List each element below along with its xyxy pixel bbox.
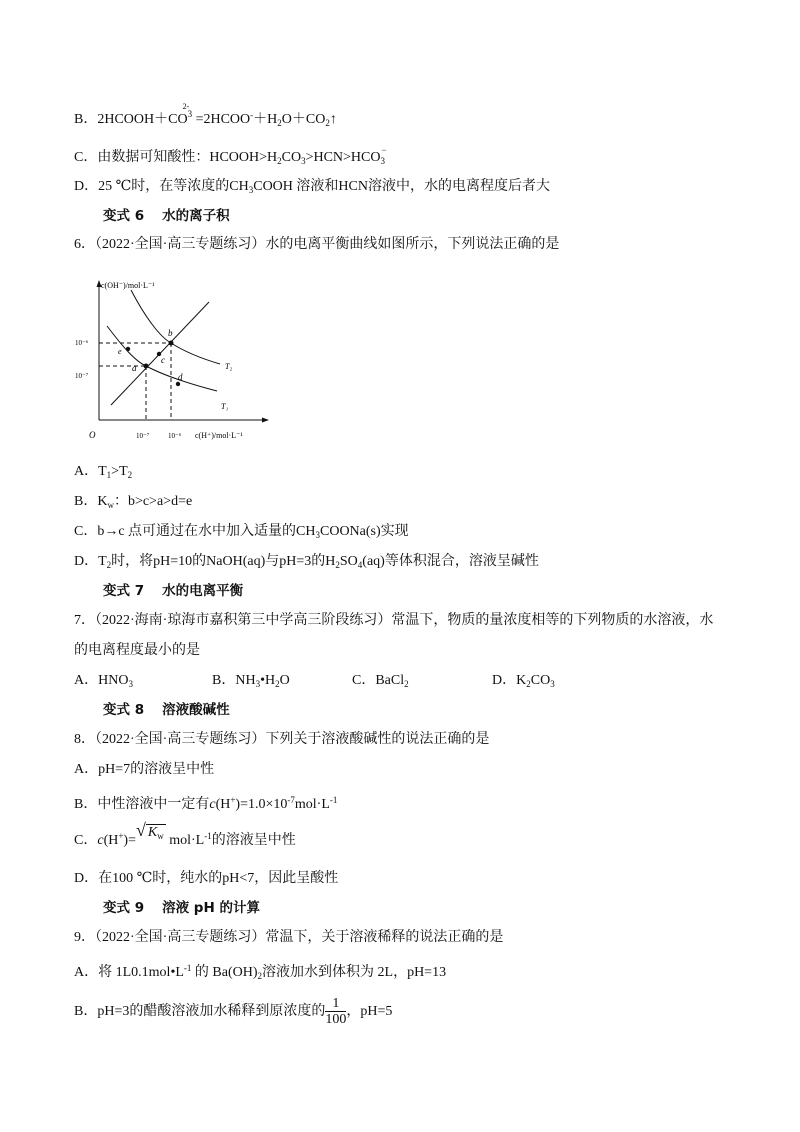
ionization-graph — [75, 272, 285, 442]
q7-option-c: C．BaCl$_2$ — [352, 673, 409, 689]
y-axis-label: c(OH⁻)/mol·L⁻¹ — [101, 281, 155, 290]
fraction-one-hundredth: $\frac{1}{100}$ — [325, 996, 347, 1028]
section-heading-v9: 变式 9 溶液 pH 的计算 — [103, 900, 260, 916]
q8-option-c: C．c(H+)=√ $K_w$ $mol\cdot L^{-1}$的溶液呈中性 — [74, 820, 296, 848]
q6-stem: 6．（2022·全国·高三专题练习）水的电离平衡曲线如图所示，下列说法正确的是 — [74, 237, 560, 252]
q6-option-d: D．$T_2$时，将pH=10的NaOH(aq)与pH=3的$H_2SO_4(aq)$等体积混合，溶液呈碱性 — [74, 554, 539, 570]
section-heading-v8: 变式 8 溶液酸碱性 — [103, 702, 230, 718]
q7-stem-line2: 的电离程度最小的是 — [74, 643, 200, 658]
q5-option-c: C．由数据可知酸性：$HCOOH>H_2CO_3>HCN>HCO$ − $_3$ — [74, 145, 387, 166]
section-heading-v7: 变式 7 水的电离平衡 — [103, 583, 244, 599]
origin-label: O — [89, 430, 96, 440]
q8-option-a: A．pH=7的溶液呈中性 — [74, 762, 215, 777]
q6-option-c: C．b→c 点可通过在水中加入适量的$CH_3COONa(s)$实现 — [74, 524, 409, 540]
curve-t1-label: T₁ — [221, 402, 229, 411]
q9-option-a: A．将 $1L0.1mol•L^{-1}$ 的 $Ba(OH)_2$溶液加水到体积为 2L，pH=13 — [74, 963, 447, 981]
x-tick-right: 10⁻⁶ — [168, 432, 182, 440]
q5-option-d: D．25 ℃时，在等浓度的$CH_3COOH$ 溶液和HCN溶液中，水的电离程度后者大 — [74, 179, 550, 195]
y-tick-upper: 10⁻⁶ — [75, 339, 89, 347]
q9-option-b: B．pH=3的醋酸溶液加水稀释到原浓度的 $\frac{1}{100}$ ，pH=5 — [74, 996, 393, 1028]
q5-option-b: B．2HCOOH＋CO 2- $^3 =2HCOO^-+H_2O+CO_2↑$ — [74, 102, 337, 128]
q6-option-b: B．$K_w$：b>c>a>d=e — [74, 494, 193, 510]
q6-option-a: A．$T_1>T_2$ — [74, 464, 133, 480]
q7-option-a: A．$HNO_3$ — [74, 673, 133, 689]
section-heading-v6: 变式 6 水的离子积 — [103, 208, 230, 224]
q7-option-b: B．$NH_3•H_2O$ — [212, 673, 290, 689]
curve-t2-label: T₂ — [225, 362, 233, 371]
x-axis-label: c(H⁺)/mol·L⁻¹ — [195, 431, 243, 440]
q7-stem-line1: 7．（2022·海南·琼海市嘉积第三中学高三阶段练习）常温下，物质的量浓度相等的下列物质的水溶液，水 — [74, 613, 714, 628]
x-tick-left: 10⁻⁷ — [136, 432, 150, 440]
point-e-label: e — [118, 347, 122, 356]
q8-option-b: B．中性溶液中一定有$c(H^+)=1.0\times 10^{-7}mol\cdot L^{-1}$ — [74, 795, 338, 812]
sqrt-kw: √ $K_w$ — [135, 820, 164, 841]
y-tick-lower: 10⁻⁷ — [75, 372, 89, 380]
q9-stem: 9．（2022·全国·高三专题练习）常温下，关于溶液稀释的说法正确的是 — [74, 930, 504, 945]
q7-option-d: D．$K_2CO_3$ — [492, 673, 555, 689]
point-c-label: c — [161, 355, 165, 365]
q8-option-d: D．在100 ℃时，纯水的pH<7，因此呈酸性 — [74, 871, 339, 886]
point-b-label: b — [168, 328, 173, 338]
q8-stem: 8．（2022·全国·高三专题练习）下列关于溶液酸碱性的说法正确的是 — [74, 732, 490, 747]
point-d-label: d — [178, 372, 183, 382]
point-a-label: a — [132, 363, 137, 373]
